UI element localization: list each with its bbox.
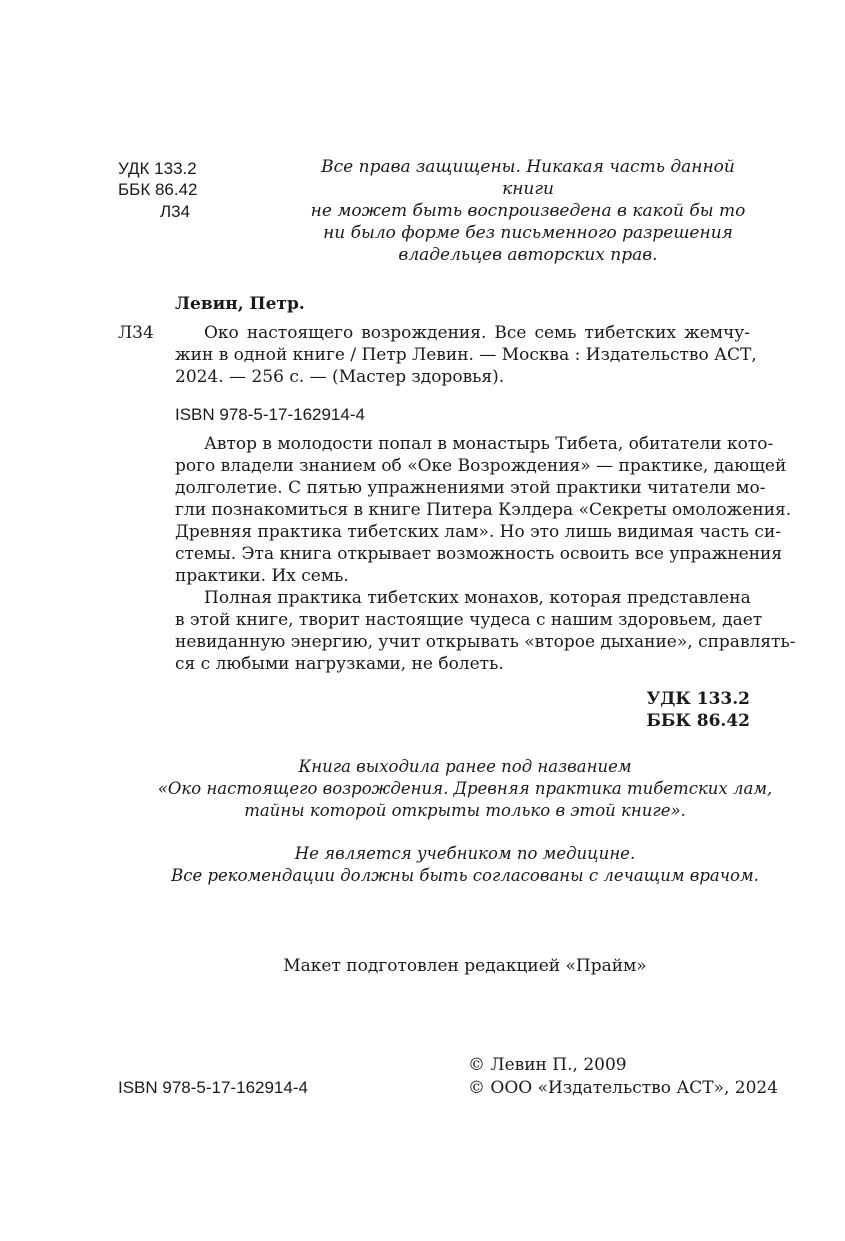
annotation-line: гли познакомиться в книге Питера Кэлдера «Секреты омоложения. — [175, 500, 792, 520]
annotation-line: долголетие. С пятью упражнениями этой практики читатели мо- — [175, 478, 766, 498]
bibliographic-line: 2024. — 256 с. — (Мастер здоровья). — [175, 367, 505, 387]
bibliographic-line: жин в одной книге / Петр Левин. — Москва : Издательство АСТ, — [175, 345, 757, 365]
annotation-line: Автор в молодости попал в монастырь Тибета, обитатели кото- — [204, 434, 774, 454]
footer-isbn: ISBN 978-5-17-162914-4 — [118, 1078, 308, 1097]
copyright-publisher: © ООО «Издательство АСТ», 2024 — [468, 1078, 779, 1098]
annotation-line: Древняя практика тибетских лам». Но это лишь видимая часть си- — [175, 522, 782, 542]
annotation — [175, 433, 796, 675]
annotation-line: стемы. Эта книга открывает возможность освоить все упражнения — [175, 544, 783, 564]
bibliographic-line: Око настоящего возрождения. Все семь тибетских жемчу- — [204, 323, 750, 343]
index-bbk: ББК 86.42 — [646, 711, 750, 731]
rights-notice — [300, 156, 756, 266]
udk-code: УДК 133.2 — [118, 159, 197, 178]
annotation-line: рого владели знанием об «Оке Возрождения» — практике, дающей — [175, 456, 787, 476]
index-udk: УДК 133.2 — [646, 689, 750, 709]
rights-notice-line: ни было форме без письменного разрешения — [323, 223, 733, 243]
annotation-line: практики. Их семь. — [175, 566, 349, 586]
isbn-line: ISBN 978-5-17-162914-4 — [175, 405, 365, 424]
author-heading: Левин, Петр. — [175, 294, 305, 314]
annotation-line: ся с любыми нагрузками, не болеть. — [175, 654, 504, 674]
bbk-code: ББК 86.42 — [118, 180, 198, 199]
rights-notice-line: владельцев авторских прав. — [398, 245, 658, 265]
index-codes — [560, 688, 750, 732]
medical-disclaimer — [150, 843, 780, 887]
layout-credit: Макет подготовлен редакцией «Прайм» — [283, 956, 647, 976]
annotation-line: невиданную энергию, учит открывать «второе дыхание», справлять- — [175, 632, 796, 652]
rights-notice-line: Все права защищены. Никакая часть данной книги — [321, 157, 735, 199]
rights-notice-line: не может быть воспроизведена в какой бы то — [310, 201, 746, 221]
disclaimer-line: Все рекомендации должны быть согласованы с лечащим врачом. — [171, 866, 759, 885]
author-mark: Л34 — [160, 202, 191, 221]
catalog-mark: Л34 — [118, 323, 154, 343]
copyright-author: © Левин П., 2009 — [468, 1055, 627, 1075]
previous-title-line: «Око настоящего возрождения. Древняя практика тибетских лам, — [157, 779, 773, 798]
previous-title-line: тайны которой открыты только в этой книге». — [244, 801, 686, 820]
previous-title-line: Книга выходила ранее под названием — [298, 757, 632, 776]
disclaimer-line: Не является учебником по медицине. — [294, 844, 636, 863]
previous-title-note — [150, 756, 780, 822]
annotation-line: в этой книге, творит настоящие чудеса с нашим здоровьем, дает — [175, 610, 763, 630]
annotation-line: Полная практика тибетских монахов, которая представлена — [204, 588, 751, 608]
bibliographic-record — [175, 322, 757, 388]
